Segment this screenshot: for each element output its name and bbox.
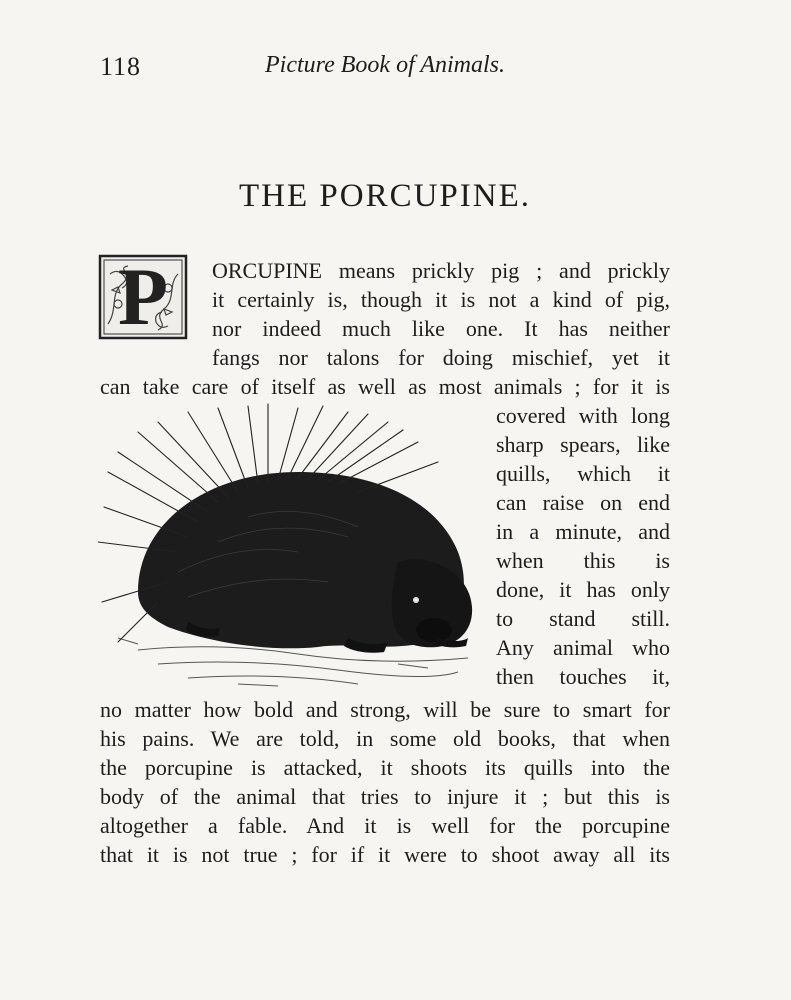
text-line: it certainly is, though it is not a kind of pig, bbox=[212, 287, 670, 312]
text-line: body of the animal that tries to injure it ; but this is bbox=[100, 784, 670, 809]
text-line: when this is bbox=[496, 548, 670, 573]
text-line: fangs nor talons for doing mischief, yet it bbox=[212, 345, 670, 370]
text-line: can raise on end bbox=[496, 490, 670, 515]
page-header bbox=[100, 52, 670, 86]
text-line: no matter how bold and strong, will be sure to smart for bbox=[100, 697, 670, 722]
text-line: that it is not true ; for if it were to shoot away all its bbox=[100, 842, 670, 867]
text-line: nor indeed much like one. It has neither bbox=[212, 316, 670, 341]
text-line: then touches it, bbox=[496, 664, 670, 689]
text-line: the porcupine is attacked, it shoots its quills into the bbox=[100, 755, 670, 780]
text-line: his pains. We are told, in some old books, that when bbox=[100, 726, 670, 751]
text-line: sharp spears, like bbox=[496, 432, 670, 457]
text-line: done, it has only bbox=[496, 577, 670, 602]
porcupine-illustration bbox=[98, 402, 484, 694]
text-line: altogether a fable. And it is well for the porcupine bbox=[100, 813, 670, 838]
porcupine-engraving bbox=[98, 402, 484, 694]
text-line: Any animal who bbox=[496, 635, 670, 660]
text-line: quills, which it bbox=[496, 461, 670, 486]
running-title: Picture Book of Animals. bbox=[265, 52, 505, 78]
ornamental-dropcap bbox=[98, 251, 188, 342]
text-line: can take care of itself as well as most animals ; for it is bbox=[100, 374, 670, 399]
text-line: to stand still. bbox=[496, 606, 670, 631]
text-line: ORCUPINE means prickly pig ; and prickly bbox=[212, 258, 670, 283]
dropcap-letter: P bbox=[117, 251, 169, 342]
chapter-title: THE PORCUPINE. bbox=[238, 178, 532, 214]
page-number: 118 bbox=[100, 52, 142, 81]
text-line: in a minute, and bbox=[496, 519, 670, 544]
text-line: covered with long bbox=[496, 403, 670, 428]
